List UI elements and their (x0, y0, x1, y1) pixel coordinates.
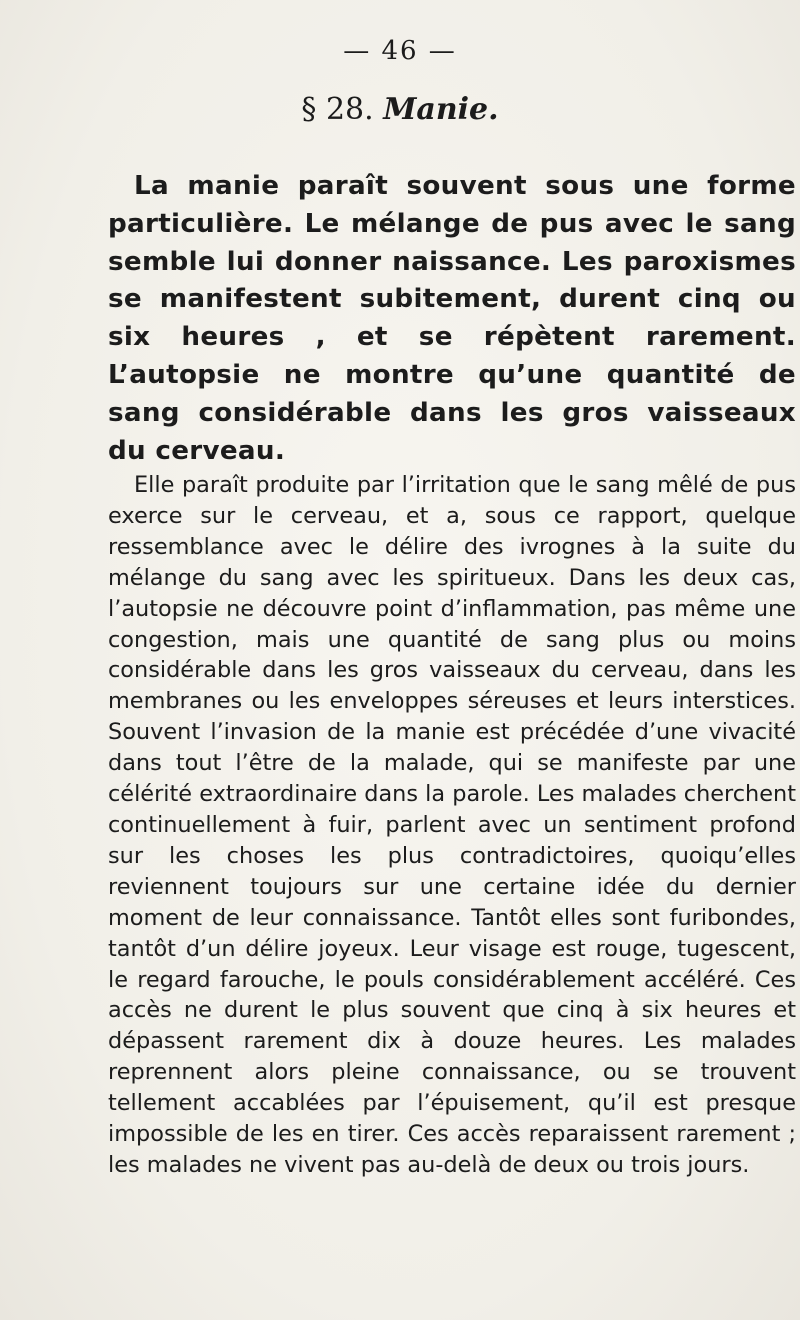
main-paragraph: La manie paraît souvent sous une forme particulière. Le mélange de pus avec le sang semble lui donner naissance. Les paroxismes se manifestent subitement, durent cinq ou six heures , et se répètent rarement. L’autopsie ne montre qu’une quantité de sang considérable dans les gros vaisseaux du cerveau. (108, 171, 796, 466)
note-paragraph: Elle paraît produite par l’irritation que le sang mêlé de pus exerce sur le cerveau, et a, sous ce rapport, quelque ressemblance avec le délire des ivrognes à la suite du mélange du sang avec les spiritueux. Dans les deux cas, l’autopsie ne découvre point d’inflammation, pas même une congestion, mais une quantité de sang plus ou moins considérable dans les gros vaisseaux du cerveau, dans les membranes ou les enveloppes séreuses et leurs interstices. Souvent l’invasion de la manie est précédée d’une vivacité dans tout l’être de la malade, qui se manifeste par une célérité extraordinaire dans la parole. Les malades cherchent continuellement à fuir, parlent avec un sentiment profond sur les choses les plus contradictoires, quoiqu’elles reviennent toujours sur une certaine idée du dernier moment de leur connaissance. Tantôt elles sont furibondes, tantôt d’un délire joyeux. Leur visage est rouge, tugescent, le regard farouche, le pouls considérablement accéléré. Ces accès ne durent le plus souvent que cinq à six heures et dépassent rarement dix à douze heures. Les malades reprennent alors pleine connaissance, ou se trouvent tellement accablées par l’épuisement, qu’il est presque impossible de les en tirer. Ces accès reparaissent rarement ; les malades ne vivent pas au-delà de deux ou trois jours. (108, 472, 796, 1178)
section-heading (0, 92, 800, 127)
page-number: — 46 — (343, 36, 457, 66)
section-title: Manie. (383, 92, 499, 127)
section-number: § 28. (301, 92, 374, 127)
